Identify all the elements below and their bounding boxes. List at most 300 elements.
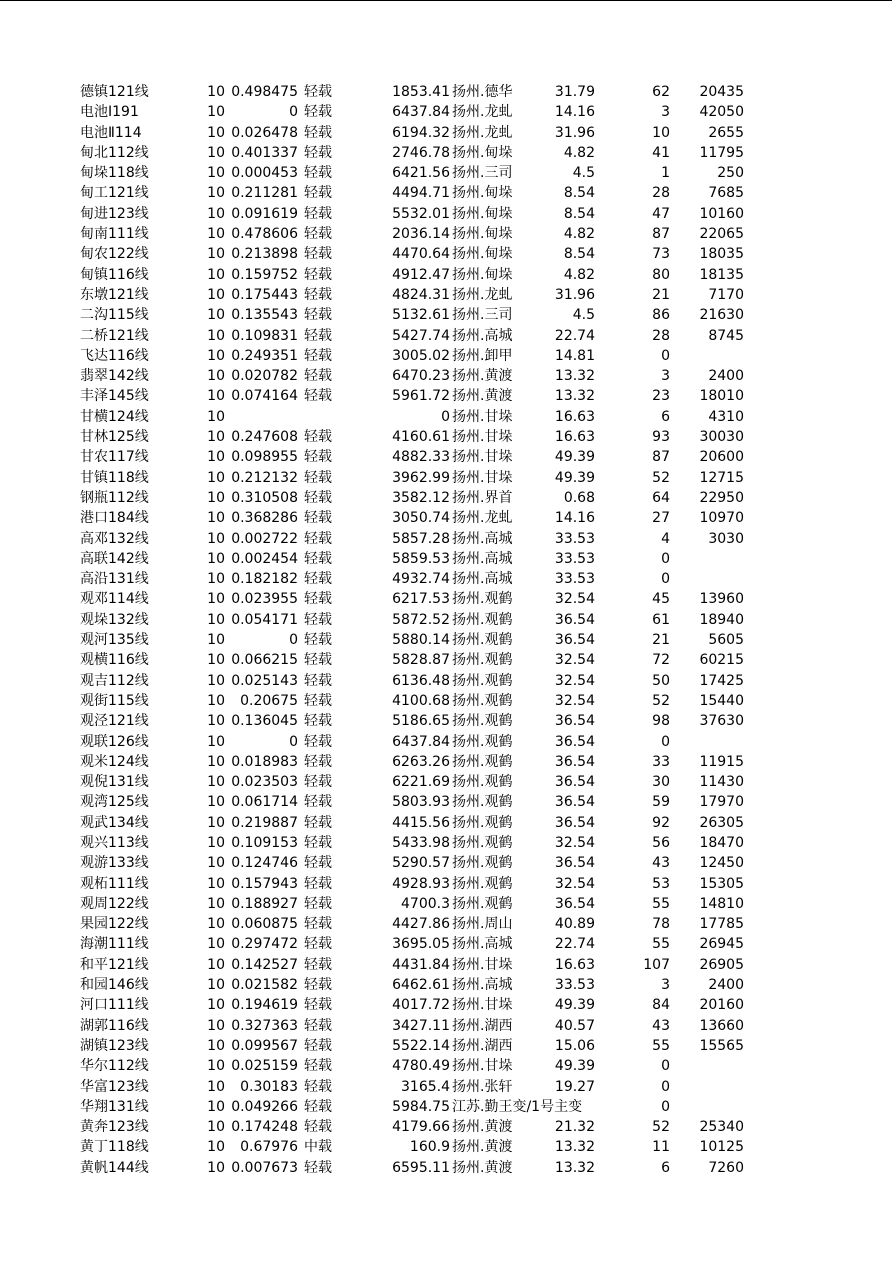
line-name-cell[interactable]: 果园122线 — [80, 916, 149, 933]
line-name-cell[interactable]: 黄奔123线 — [80, 1119, 149, 1136]
count-cell[interactable]: 21 — [652, 286, 670, 303]
capacity-value-cell[interactable]: 4780.49 — [392, 1058, 450, 1075]
load-status-cell[interactable]: 轻载 — [304, 794, 332, 811]
distance-cell[interactable]: 8.54 — [563, 205, 595, 222]
distance-cell[interactable]: 36.54 — [554, 794, 595, 811]
total-cell[interactable]: 15565 — [699, 1037, 744, 1054]
line-name-cell[interactable]: 东墩121线 — [80, 286, 149, 303]
capacity-value-cell[interactable]: 3427.11 — [392, 1017, 450, 1034]
capacity-value-cell[interactable]: 4932.74 — [392, 571, 450, 588]
load-status-cell[interactable]: 轻载 — [304, 550, 332, 567]
count-cell[interactable]: 56 — [652, 834, 670, 851]
load-ratio-cell[interactable]: 0.021582 — [231, 977, 298, 994]
count-cell[interactable]: 61 — [652, 611, 670, 628]
line-name-cell[interactable]: 甘农117线 — [80, 449, 149, 466]
capacity-value-cell[interactable]: 4824.31 — [392, 286, 450, 303]
substation-cell[interactable]: 扬州.观鹤 — [452, 692, 513, 709]
distance-cell[interactable]: 4.82 — [563, 226, 595, 243]
line-name-cell[interactable]: 和平121线 — [80, 956, 149, 973]
count-cell[interactable]: 53 — [652, 875, 670, 892]
voltage-cell[interactable]: 10 — [207, 571, 225, 588]
total-cell[interactable]: 18135 — [699, 266, 744, 283]
voltage-cell[interactable]: 10 — [207, 185, 225, 202]
distance-cell[interactable]: 32.54 — [554, 834, 595, 851]
load-ratio-cell[interactable]: 0.025143 — [231, 672, 298, 689]
voltage-cell[interactable]: 10 — [207, 286, 225, 303]
count-cell[interactable]: 80 — [652, 266, 670, 283]
count-cell[interactable]: 62 — [652, 84, 670, 100]
substation-cell[interactable]: 扬州.观鹤 — [452, 652, 513, 669]
total-cell[interactable]: 20435 — [699, 84, 744, 100]
count-cell[interactable]: 52 — [652, 469, 670, 486]
load-status-cell[interactable]: 轻载 — [304, 226, 332, 243]
load-status-cell[interactable]: 轻载 — [304, 611, 332, 628]
voltage-cell[interactable]: 10 — [207, 449, 225, 466]
capacity-value-cell[interactable]: 5857.28 — [392, 530, 450, 547]
voltage-cell[interactable]: 10 — [207, 368, 225, 385]
count-cell[interactable]: 87 — [652, 449, 670, 466]
load-ratio-cell[interactable]: 0.30183 — [240, 1078, 298, 1095]
total-cell[interactable]: 30030 — [699, 429, 744, 446]
substation-cell[interactable]: 扬州.卸甲 — [452, 347, 513, 364]
load-status-cell[interactable]: 轻载 — [304, 84, 332, 100]
capacity-value-cell[interactable]: 5984.75 — [392, 1098, 450, 1115]
distance-cell[interactable]: 36.54 — [554, 855, 595, 872]
voltage-cell[interactable]: 10 — [207, 510, 225, 527]
voltage-cell[interactable]: 10 — [207, 1119, 225, 1136]
load-ratio-cell[interactable]: 0.213898 — [231, 246, 298, 263]
distance-cell[interactable]: 32.54 — [554, 652, 595, 669]
distance-cell[interactable]: 22.74 — [554, 936, 595, 953]
load-ratio-cell[interactable]: 0.142527 — [231, 956, 298, 973]
total-cell[interactable]: 2400 — [708, 977, 744, 994]
total-cell[interactable]: 18940 — [699, 611, 744, 628]
voltage-cell[interactable]: 10 — [207, 327, 225, 344]
distance-cell[interactable]: 40.89 — [554, 916, 595, 933]
load-ratio-cell[interactable]: 0.124746 — [231, 855, 298, 872]
count-cell[interactable]: 59 — [652, 794, 670, 811]
line-name-cell[interactable]: 观湾125线 — [80, 794, 149, 811]
substation-cell[interactable]: 扬州.甘垛 — [452, 956, 513, 973]
load-ratio-cell[interactable]: 0 — [289, 733, 298, 750]
voltage-cell[interactable]: 10 — [207, 226, 225, 243]
load-ratio-cell[interactable]: 0.135543 — [231, 307, 298, 324]
distance-cell[interactable]: 22.74 — [554, 327, 595, 344]
capacity-value-cell[interactable]: 4100.68 — [392, 692, 450, 709]
capacity-value-cell[interactable]: 4017.72 — [392, 997, 450, 1014]
voltage-cell[interactable]: 10 — [207, 855, 225, 872]
substation-cell[interactable]: 扬州.黄渡 — [452, 388, 513, 405]
line-name-cell[interactable]: 观周122线 — [80, 895, 149, 912]
voltage-cell[interactable]: 10 — [207, 530, 225, 547]
substation-cell[interactable]: 扬州.甘垛 — [452, 469, 513, 486]
capacity-value-cell[interactable]: 3695.05 — [392, 936, 450, 953]
line-name-cell[interactable]: 甸进123线 — [80, 205, 149, 222]
distance-cell[interactable]: 4.82 — [563, 266, 595, 283]
total-cell[interactable]: 22065 — [699, 226, 744, 243]
total-cell[interactable]: 5605 — [708, 632, 744, 649]
substation-cell[interactable]: 扬州.甸垛 — [452, 185, 513, 202]
distance-cell[interactable]: 36.54 — [554, 774, 595, 791]
total-cell[interactable]: 18470 — [699, 834, 744, 851]
distance-cell[interactable]: 31.79 — [554, 84, 595, 100]
count-cell[interactable]: 0 — [661, 571, 670, 588]
capacity-value-cell[interactable]: 5290.57 — [392, 855, 450, 872]
load-ratio-cell[interactable]: 0.025159 — [231, 1058, 298, 1075]
capacity-value-cell[interactable]: 5433.98 — [392, 834, 450, 851]
voltage-cell[interactable]: 10 — [207, 936, 225, 953]
load-ratio-cell[interactable]: 0.327363 — [231, 1017, 298, 1034]
distance-cell[interactable]: 49.39 — [554, 449, 595, 466]
load-status-cell[interactable]: 轻载 — [304, 936, 332, 953]
total-cell[interactable]: 25340 — [699, 1119, 744, 1136]
total-cell[interactable]: 3030 — [708, 530, 744, 547]
load-status-cell[interactable]: 轻载 — [304, 1037, 332, 1054]
capacity-value-cell[interactable]: 6462.61 — [392, 977, 450, 994]
substation-cell[interactable]: 扬州.观鹤 — [452, 632, 513, 649]
count-cell[interactable]: 92 — [652, 814, 670, 831]
total-cell[interactable]: 26945 — [699, 936, 744, 953]
distance-cell[interactable]: 16.63 — [554, 956, 595, 973]
distance-cell[interactable]: 31.96 — [554, 286, 595, 303]
capacity-value-cell[interactable]: 5132.61 — [392, 307, 450, 324]
total-cell[interactable]: 15440 — [699, 692, 744, 709]
load-status-cell[interactable]: 轻载 — [304, 997, 332, 1014]
substation-cell[interactable]: 扬州.张轩 — [452, 1078, 513, 1095]
load-status-cell[interactable]: 轻载 — [304, 977, 332, 994]
total-cell[interactable]: 14810 — [699, 895, 744, 912]
load-status-cell[interactable]: 轻载 — [304, 429, 332, 446]
total-cell[interactable]: 10125 — [699, 1139, 744, 1156]
capacity-value-cell[interactable]: 6194.32 — [392, 124, 450, 141]
capacity-value-cell[interactable]: 4470.64 — [392, 246, 450, 263]
load-status-cell[interactable]: 轻载 — [304, 124, 332, 141]
load-ratio-cell[interactable]: 0.498475 — [231, 84, 298, 100]
load-status-cell[interactable]: 轻载 — [304, 1119, 332, 1136]
substation-cell[interactable]: 扬州.湖西 — [452, 1017, 513, 1034]
line-name-cell[interactable]: 观米124线 — [80, 753, 149, 770]
count-cell[interactable]: 87 — [652, 226, 670, 243]
load-ratio-cell[interactable]: 0.074164 — [231, 388, 298, 405]
capacity-value-cell[interactable]: 5522.14 — [392, 1037, 450, 1054]
total-cell[interactable]: 250 — [717, 165, 744, 182]
count-cell[interactable]: 86 — [652, 307, 670, 324]
line-name-cell[interactable]: 观游133线 — [80, 855, 149, 872]
total-cell[interactable]: 7170 — [708, 286, 744, 303]
distance-cell[interactable]: 33.53 — [554, 571, 595, 588]
load-ratio-cell[interactable]: 0.159752 — [231, 266, 298, 283]
line-name-cell[interactable]: 德镇121线 — [80, 84, 149, 100]
total-cell[interactable]: 26305 — [699, 814, 744, 831]
substation-cell[interactable]: 扬州.甸垛 — [452, 266, 513, 283]
line-name-cell[interactable]: 观武134线 — [80, 814, 149, 831]
capacity-value-cell[interactable]: 4928.93 — [392, 875, 450, 892]
capacity-value-cell[interactable]: 3165.4 — [401, 1078, 450, 1095]
distance-cell[interactable]: 40.57 — [554, 1017, 595, 1034]
capacity-value-cell[interactable]: 5872.52 — [392, 611, 450, 628]
line-name-cell[interactable]: 丰泽145线 — [80, 388, 149, 405]
substation-cell[interactable]: 扬州.甘垛 — [452, 997, 513, 1014]
voltage-cell[interactable]: 10 — [207, 692, 225, 709]
substation-cell[interactable]: 扬州.黄渡 — [452, 1139, 513, 1156]
load-ratio-cell[interactable]: 0.188927 — [231, 895, 298, 912]
line-name-cell[interactable]: 观横116线 — [80, 652, 149, 669]
line-name-cell[interactable]: 电池Ⅰ191 — [80, 104, 139, 121]
substation-cell[interactable]: 扬州.观鹤 — [452, 672, 513, 689]
voltage-cell[interactable]: 10 — [207, 347, 225, 364]
capacity-value-cell[interactable]: 2036.14 — [392, 226, 450, 243]
line-name-cell[interactable]: 高邓132线 — [80, 530, 149, 547]
count-cell[interactable]: 0 — [661, 347, 670, 364]
line-name-cell[interactable]: 甘林125线 — [80, 429, 149, 446]
total-cell[interactable]: 15305 — [699, 875, 744, 892]
load-ratio-cell[interactable]: 0.091619 — [231, 205, 298, 222]
line-name-cell[interactable]: 翡翠142线 — [80, 368, 149, 385]
count-cell[interactable]: 6 — [661, 1159, 670, 1176]
capacity-value-cell[interactable]: 4415.56 — [392, 814, 450, 831]
distance-cell[interactable]: 36.54 — [554, 895, 595, 912]
load-ratio-cell[interactable]: 0.212132 — [231, 469, 298, 486]
load-status-cell[interactable]: 轻载 — [304, 347, 332, 364]
load-ratio-cell[interactable]: 0.136045 — [231, 713, 298, 730]
substation-cell[interactable]: 扬州.德华 — [452, 84, 513, 100]
voltage-cell[interactable]: 10 — [207, 611, 225, 628]
count-cell[interactable]: 33 — [652, 753, 670, 770]
load-status-cell[interactable]: 轻载 — [304, 246, 332, 263]
load-status-cell[interactable]: 轻载 — [304, 388, 332, 405]
substation-cell[interactable]: 扬州.观鹤 — [452, 794, 513, 811]
distance-cell[interactable]: 32.54 — [554, 591, 595, 608]
substation-cell[interactable]: 扬州.湖西 — [452, 1037, 513, 1054]
load-ratio-cell[interactable]: 0.211281 — [231, 185, 298, 202]
line-name-cell[interactable]: 海潮111线 — [80, 936, 149, 953]
load-status-cell[interactable]: 轻载 — [304, 591, 332, 608]
load-status-cell[interactable]: 轻载 — [304, 368, 332, 385]
count-cell[interactable]: 55 — [652, 936, 670, 953]
line-name-cell[interactable]: 钢瓶112线 — [80, 489, 149, 506]
load-ratio-cell[interactable]: 0.023503 — [231, 774, 298, 791]
count-cell[interactable]: 10 — [652, 124, 670, 141]
distance-cell[interactable]: 49.39 — [554, 469, 595, 486]
substation-cell[interactable]: 扬州.甘垛 — [452, 449, 513, 466]
substation-cell[interactable]: 扬州.甸垛 — [452, 246, 513, 263]
total-cell[interactable]: 13660 — [699, 1017, 744, 1034]
voltage-cell[interactable]: 10 — [207, 246, 225, 263]
substation-cell[interactable]: 扬州.观鹤 — [452, 713, 513, 730]
load-ratio-cell[interactable]: 0.061714 — [231, 794, 298, 811]
count-cell[interactable]: 27 — [652, 510, 670, 527]
line-name-cell[interactable]: 黄帆144线 — [80, 1159, 149, 1176]
total-cell[interactable]: 7260 — [708, 1159, 744, 1176]
total-cell[interactable]: 10160 — [699, 205, 744, 222]
load-status-cell[interactable]: 轻载 — [304, 510, 332, 527]
voltage-cell[interactable]: 10 — [207, 165, 225, 182]
distance-cell[interactable]: 13.32 — [554, 1139, 595, 1156]
distance-cell[interactable]: 33.53 — [554, 550, 595, 567]
total-cell[interactable]: 18010 — [699, 388, 744, 405]
load-ratio-cell[interactable]: 0.007673 — [231, 1159, 298, 1176]
voltage-cell[interactable]: 10 — [207, 124, 225, 141]
distance-cell[interactable]: 36.54 — [554, 713, 595, 730]
substation-cell[interactable]: 扬州.观鹤 — [452, 753, 513, 770]
capacity-value-cell[interactable]: 5427.74 — [392, 327, 450, 344]
voltage-cell[interactable]: 10 — [207, 794, 225, 811]
voltage-cell[interactable]: 10 — [207, 652, 225, 669]
count-cell[interactable]: 21 — [652, 632, 670, 649]
load-status-cell[interactable]: 轻载 — [304, 713, 332, 730]
total-cell[interactable]: 17970 — [699, 794, 744, 811]
load-status-cell[interactable]: 轻载 — [304, 733, 332, 750]
count-cell[interactable]: 4 — [661, 530, 670, 547]
load-ratio-cell[interactable]: 0 — [289, 104, 298, 121]
load-ratio-cell[interactable]: 0.249351 — [231, 347, 298, 364]
load-ratio-cell[interactable]: 0.67976 — [240, 1139, 298, 1156]
substation-cell[interactable]: 扬州.观鹤 — [452, 611, 513, 628]
substation-cell[interactable]: 扬州.甘垛 — [452, 408, 513, 425]
distance-cell[interactable]: 33.53 — [554, 977, 595, 994]
line-name-cell[interactable]: 观倪131线 — [80, 774, 149, 791]
substation-cell[interactable]: 扬州.观鹤 — [452, 591, 513, 608]
total-cell[interactable]: 12715 — [699, 469, 744, 486]
load-status-cell[interactable]: 轻载 — [304, 469, 332, 486]
count-cell[interactable]: 0 — [661, 733, 670, 750]
count-cell[interactable]: 11 — [652, 1139, 670, 1156]
load-status-cell[interactable]: 轻载 — [304, 165, 332, 182]
line-name-cell[interactable]: 观河135线 — [80, 632, 149, 649]
line-name-cell[interactable]: 甘横124线 — [80, 408, 149, 425]
substation-cell[interactable]: 扬州.甘垛 — [452, 429, 513, 446]
distance-cell[interactable]: 4.82 — [563, 144, 595, 161]
voltage-cell[interactable]: 10 — [207, 550, 225, 567]
line-name-cell[interactable]: 河口111线 — [80, 997, 149, 1014]
load-status-cell[interactable]: 中载 — [304, 1139, 332, 1156]
total-cell[interactable]: 11430 — [699, 774, 744, 791]
distance-cell[interactable]: 13.32 — [554, 388, 595, 405]
load-ratio-cell[interactable]: 0.002454 — [231, 550, 298, 567]
load-status-cell[interactable]: 轻载 — [304, 571, 332, 588]
line-name-cell[interactable]: 观垛132线 — [80, 611, 149, 628]
load-status-cell[interactable]: 轻载 — [304, 956, 332, 973]
distance-cell[interactable]: 4.5 — [572, 307, 595, 324]
load-status-cell[interactable]: 轻载 — [304, 632, 332, 649]
substation-cell[interactable]: 扬州.界首 — [452, 489, 513, 506]
substation-cell[interactable]: 扬州.龙虬 — [452, 104, 513, 121]
load-ratio-cell[interactable]: 0.000453 — [231, 165, 298, 182]
line-name-cell[interactable]: 甸北112线 — [80, 144, 149, 161]
load-ratio-cell[interactable]: 0.478606 — [231, 226, 298, 243]
line-name-cell[interactable]: 高联142线 — [80, 550, 149, 567]
count-cell[interactable]: 28 — [652, 185, 670, 202]
substation-cell[interactable]: 扬州.周山 — [452, 916, 513, 933]
line-name-cell[interactable]: 甸南111线 — [80, 226, 149, 243]
distance-cell[interactable]: 14.81 — [554, 347, 595, 364]
total-cell[interactable]: 18035 — [699, 246, 744, 263]
voltage-cell[interactable]: 10 — [207, 1098, 225, 1115]
load-ratio-cell[interactable]: 0.20675 — [240, 692, 298, 709]
load-status-cell[interactable]: 轻载 — [304, 185, 332, 202]
count-cell[interactable]: 3 — [661, 368, 670, 385]
voltage-cell[interactable]: 10 — [207, 1017, 225, 1034]
distance-cell[interactable]: 14.16 — [554, 104, 595, 121]
voltage-cell[interactable]: 10 — [207, 104, 225, 121]
load-status-cell[interactable]: 轻载 — [304, 1017, 332, 1034]
substation-cell[interactable]: 扬州.甸垛 — [452, 226, 513, 243]
capacity-value-cell[interactable]: 5828.87 — [392, 652, 450, 669]
load-ratio-cell[interactable]: 0.297472 — [231, 936, 298, 953]
line-name-cell[interactable]: 二桥121线 — [80, 327, 149, 344]
line-name-cell[interactable]: 甘镇118线 — [80, 469, 149, 486]
capacity-value-cell[interactable]: 5186.65 — [392, 713, 450, 730]
distance-cell[interactable]: 8.54 — [563, 185, 595, 202]
capacity-value-cell[interactable]: 4912.47 — [392, 266, 450, 283]
total-cell[interactable]: 4310 — [708, 408, 744, 425]
load-status-cell[interactable]: 轻载 — [304, 1058, 332, 1075]
capacity-value-cell[interactable]: 4494.71 — [392, 185, 450, 202]
substation-cell[interactable]: 扬州.观鹤 — [452, 834, 513, 851]
substation-cell[interactable]: 江苏.勤王变/1号主变 — [452, 1098, 583, 1115]
load-status-cell[interactable]: 轻载 — [304, 814, 332, 831]
capacity-value-cell[interactable]: 4427.86 — [392, 916, 450, 933]
distance-cell[interactable]: 49.39 — [554, 1058, 595, 1075]
count-cell[interactable]: 1 — [661, 165, 670, 182]
capacity-value-cell[interactable]: 6263.26 — [392, 753, 450, 770]
line-name-cell[interactable]: 观泾121线 — [80, 713, 149, 730]
load-ratio-cell[interactable]: 0.247608 — [231, 429, 298, 446]
capacity-value-cell[interactable]: 1853.41 — [392, 84, 450, 100]
voltage-cell[interactable]: 10 — [207, 1058, 225, 1075]
capacity-value-cell[interactable]: 4179.66 — [392, 1119, 450, 1136]
total-cell[interactable]: 12450 — [699, 855, 744, 872]
load-ratio-cell[interactable]: 0.026478 — [231, 124, 298, 141]
line-name-cell[interactable]: 港口184线 — [80, 510, 149, 527]
substation-cell[interactable]: 扬州.甘垛 — [452, 1058, 513, 1075]
count-cell[interactable]: 43 — [652, 1017, 670, 1034]
voltage-cell[interactable]: 10 — [207, 997, 225, 1014]
voltage-cell[interactable]: 10 — [207, 1037, 225, 1054]
substation-cell[interactable]: 扬州.黄渡 — [452, 368, 513, 385]
load-ratio-cell[interactable]: 0.060875 — [231, 916, 298, 933]
capacity-value-cell[interactable]: 5880.14 — [392, 632, 450, 649]
load-status-cell[interactable]: 轻载 — [304, 895, 332, 912]
total-cell[interactable]: 21630 — [699, 307, 744, 324]
total-cell[interactable]: 2655 — [708, 124, 744, 141]
total-cell[interactable]: 13960 — [699, 591, 744, 608]
distance-cell[interactable]: 32.54 — [554, 875, 595, 892]
voltage-cell[interactable]: 10 — [207, 307, 225, 324]
distance-cell[interactable]: 16.63 — [554, 408, 595, 425]
voltage-cell[interactable]: 10 — [207, 814, 225, 831]
line-name-cell[interactable]: 华翔131线 — [80, 1098, 149, 1115]
count-cell[interactable]: 84 — [652, 997, 670, 1014]
total-cell[interactable]: 26905 — [699, 956, 744, 973]
substation-cell[interactable]: 扬州.观鹤 — [452, 814, 513, 831]
capacity-value-cell[interactable]: 6437.84 — [392, 733, 450, 750]
count-cell[interactable]: 64 — [652, 489, 670, 506]
voltage-cell[interactable]: 10 — [207, 429, 225, 446]
voltage-cell[interactable]: 10 — [207, 875, 225, 892]
substation-cell[interactable]: 扬州.高城 — [452, 977, 513, 994]
distance-cell[interactable]: 36.54 — [554, 733, 595, 750]
load-ratio-cell[interactable]: 0.401337 — [231, 144, 298, 161]
line-name-cell[interactable]: 甸垛118线 — [80, 165, 149, 182]
total-cell[interactable]: 7685 — [708, 185, 744, 202]
voltage-cell[interactable]: 10 — [207, 144, 225, 161]
count-cell[interactable]: 23 — [652, 388, 670, 405]
count-cell[interactable]: 78 — [652, 916, 670, 933]
load-ratio-cell[interactable]: 0.099567 — [231, 1037, 298, 1054]
capacity-value-cell[interactable]: 4882.33 — [392, 449, 450, 466]
substation-cell[interactable]: 扬州.观鹤 — [452, 733, 513, 750]
